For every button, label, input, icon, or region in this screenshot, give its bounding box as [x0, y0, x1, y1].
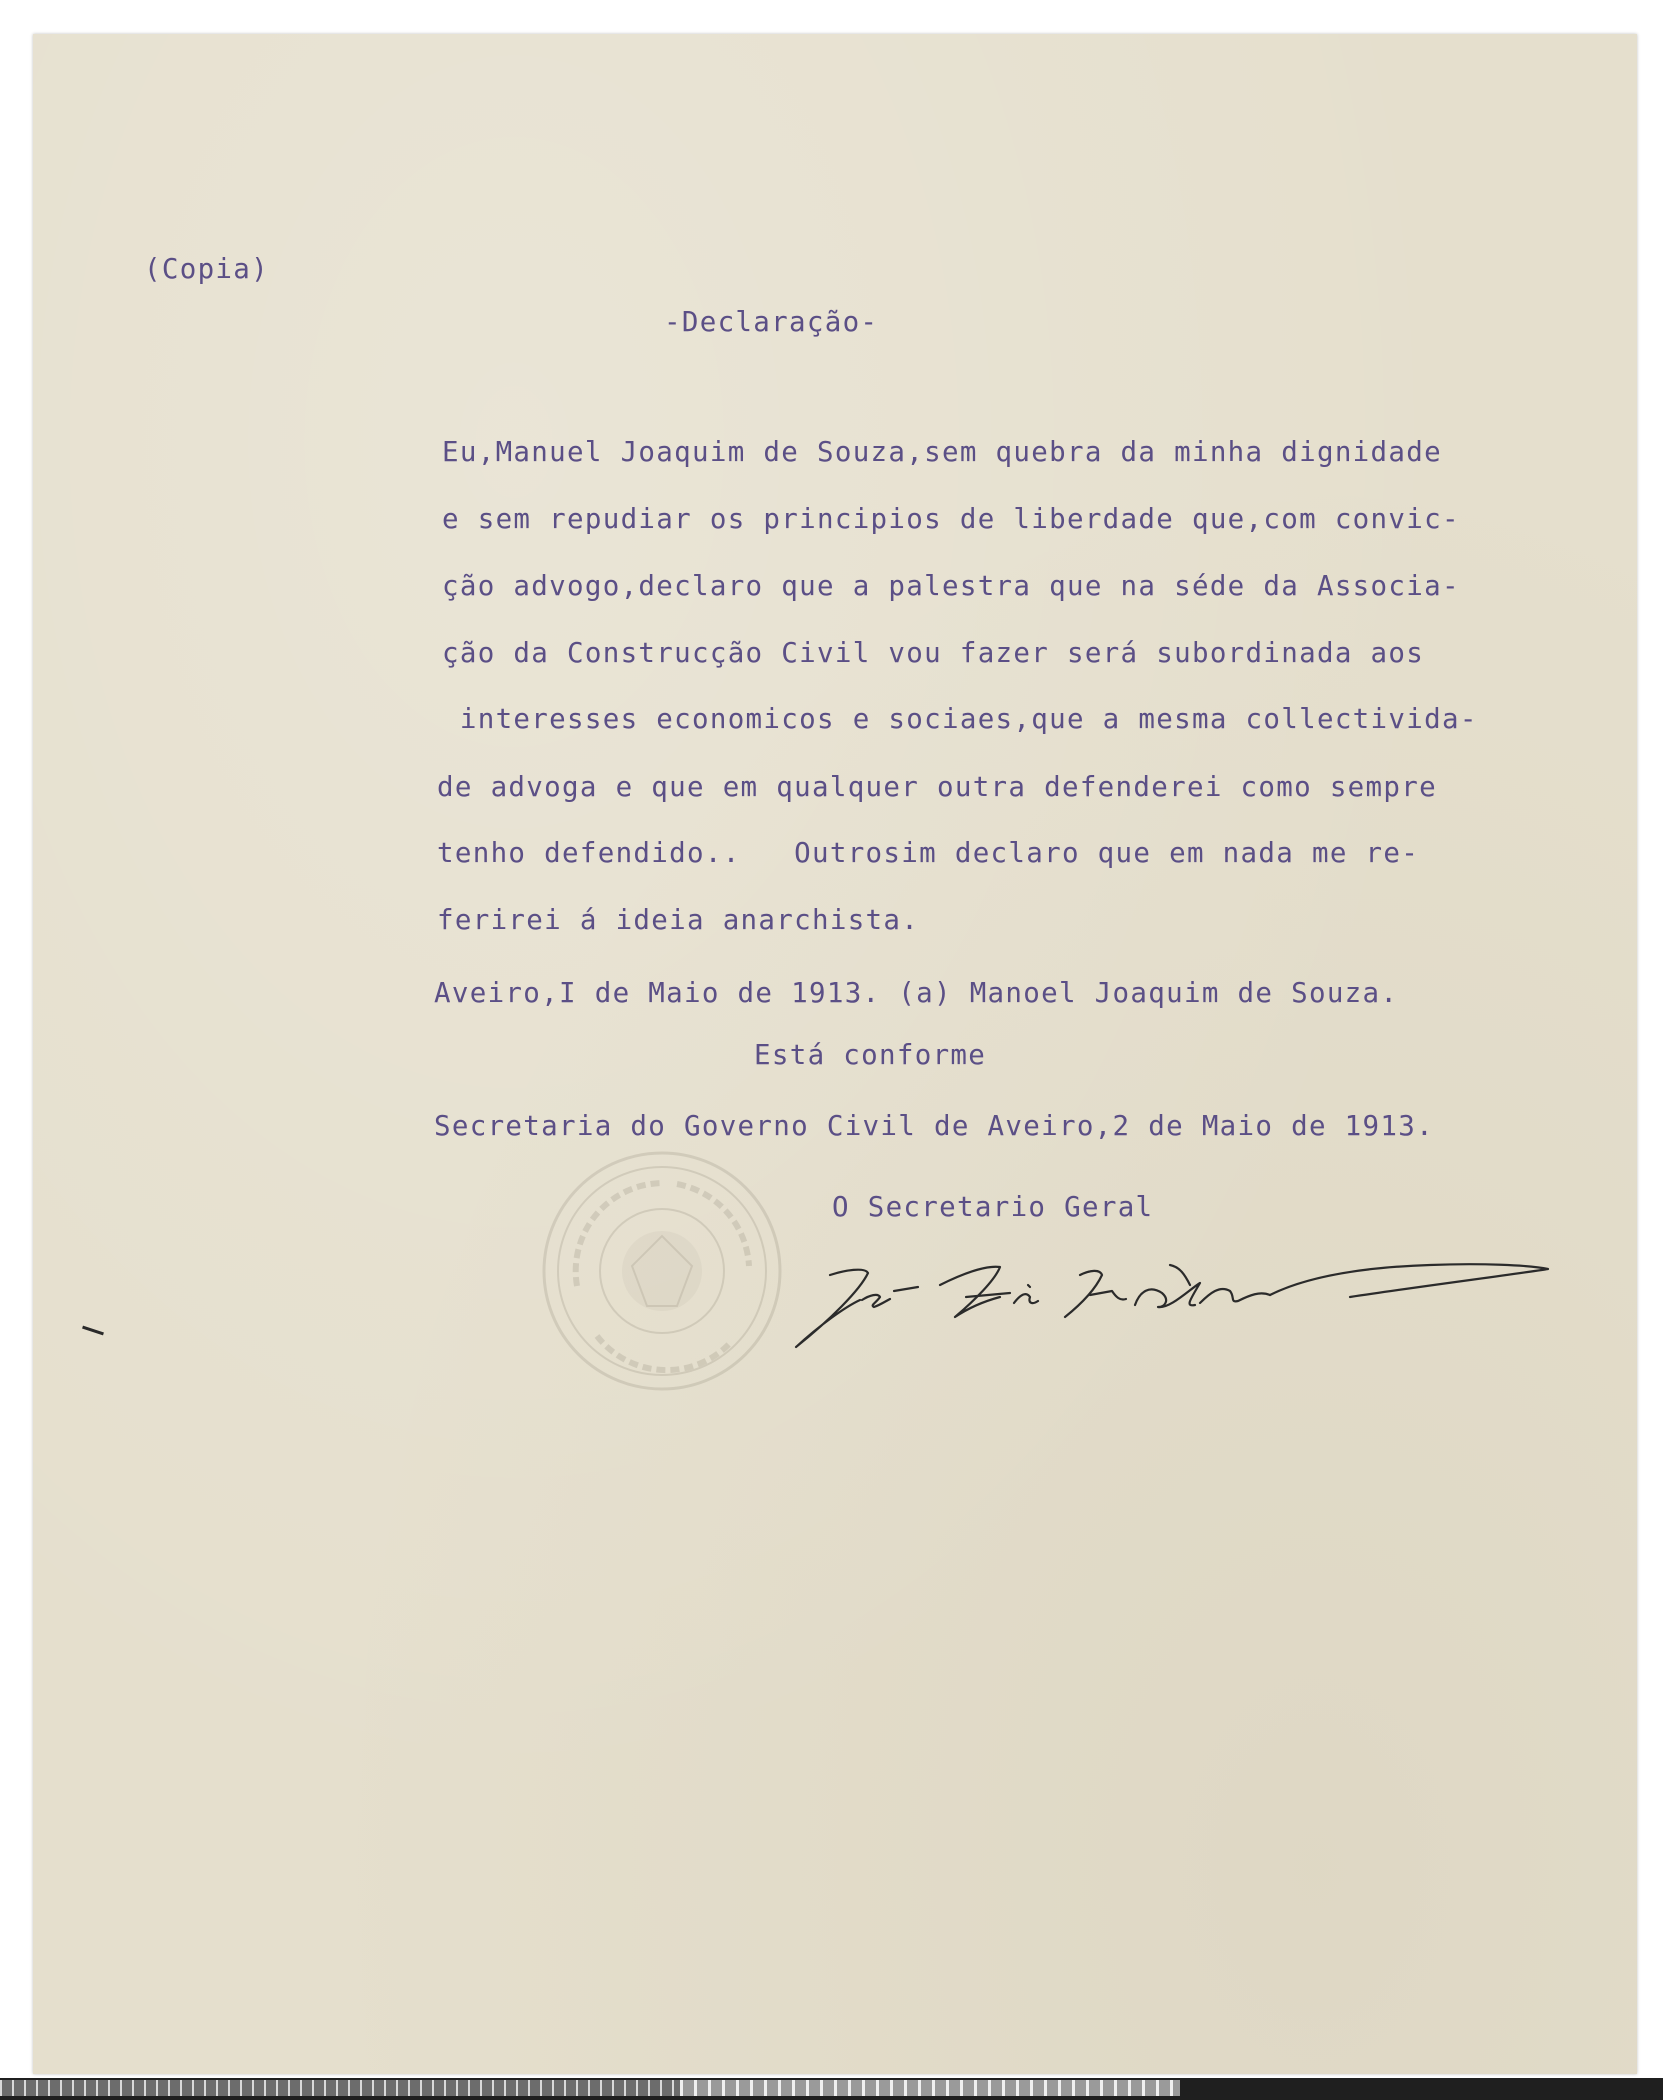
document-title: -Declaração-: [664, 306, 879, 338]
body-line: ferirei á ideia anarchista.: [437, 904, 920, 936]
handwritten-signature: [790, 1245, 1550, 1355]
body-line: interesses economicos e sociaes,que a mesma collectivida-: [442, 703, 1478, 735]
copy-label: (Copia): [144, 253, 269, 285]
body-line: ção da Construcção Civil vou fazer será subordinada aos: [442, 637, 1425, 669]
body-line: tenho defendido.. Outrosim declaro que em nada me re-: [437, 837, 1420, 869]
body-line: Eu,Manuel Joaquim de Souza,sem quebra da minha dignidade: [442, 436, 1442, 468]
embossed-seal-stamp: [537, 1146, 787, 1396]
conforme-label: Está conforme: [754, 1039, 987, 1071]
date-line: Aveiro,I de Maio de 1913. (a) Manoel Joaquim de Souza.: [434, 977, 1399, 1009]
ruler-ticks-fine: [680, 2080, 1180, 2096]
scale-ruler: [0, 2078, 1663, 2100]
secretaria-line: Secretaria do Governo Civil de Aveiro,2 de Maio de 1913.: [434, 1110, 1434, 1142]
body-line: de advoga e que em qualquer outra defenderei como sempre: [437, 771, 1437, 803]
signatory-title: O Secretario Geral: [832, 1191, 1154, 1223]
body-line: e sem repudiar os principios de liberdade que,com convic-: [442, 503, 1460, 535]
body-line: ção advogo,declaro que a palestra que na séde da Associa-: [442, 570, 1460, 602]
